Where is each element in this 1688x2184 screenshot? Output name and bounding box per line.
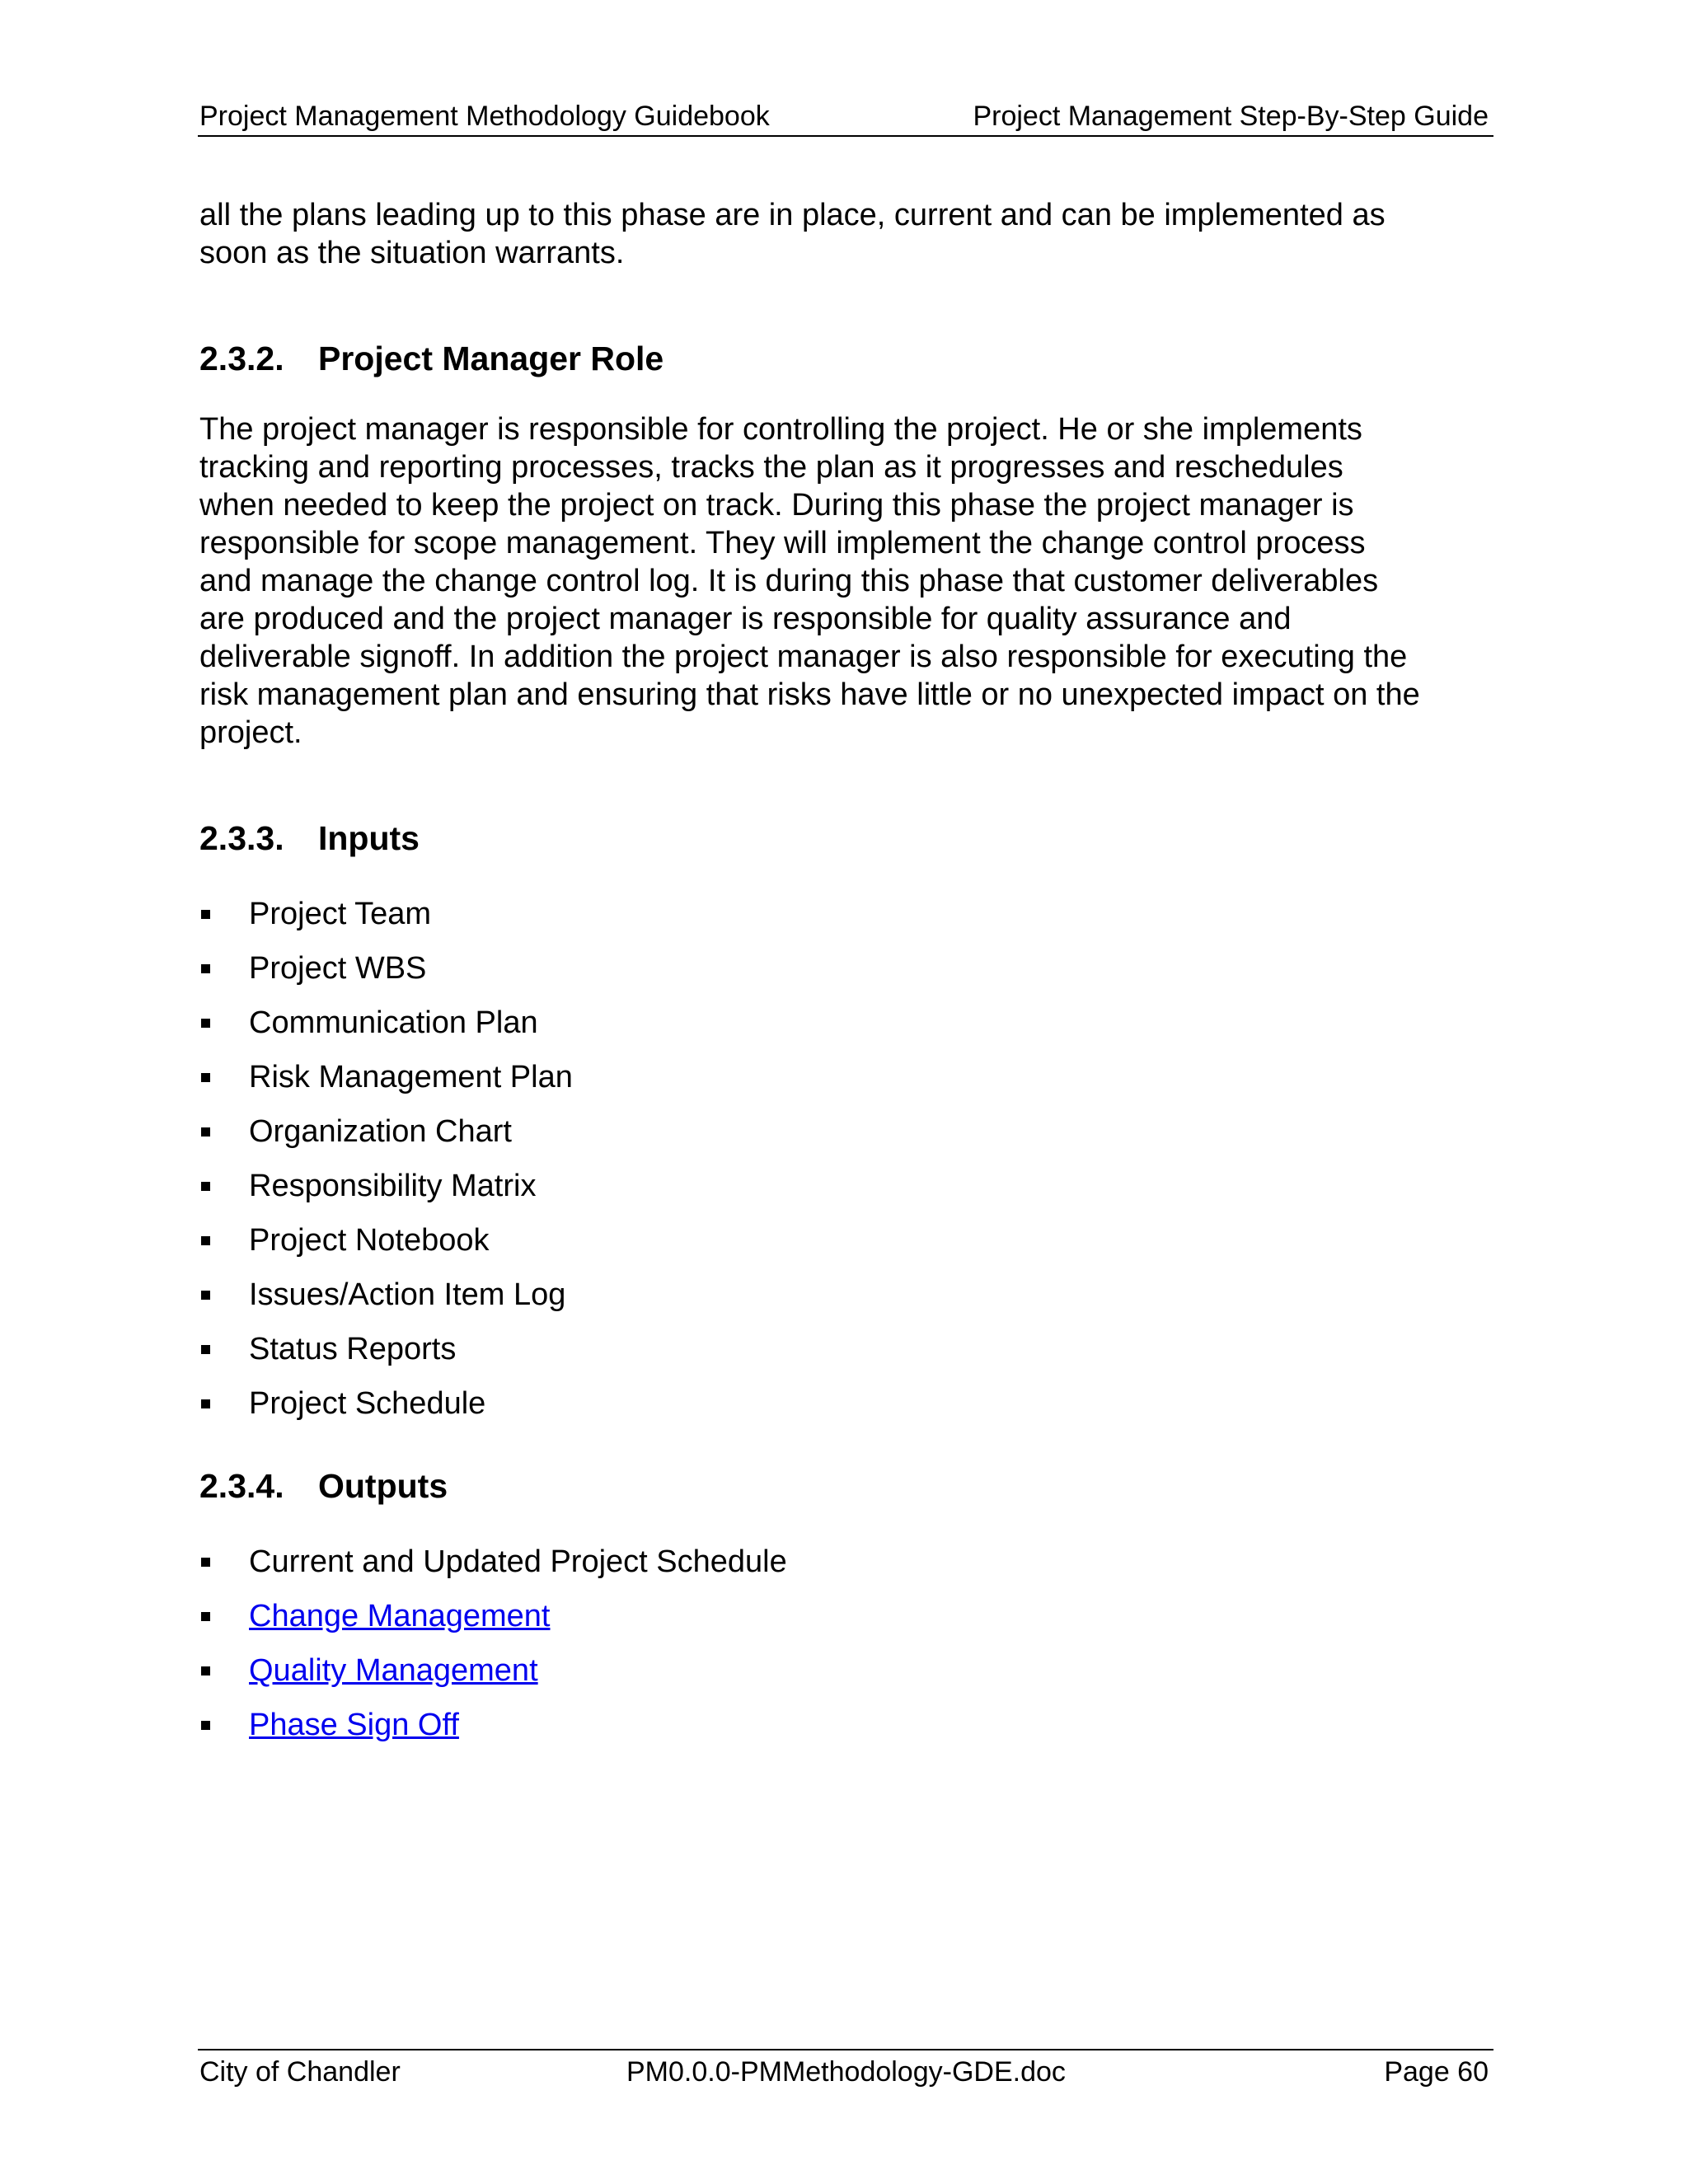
section-title: Outputs — [318, 1467, 448, 1505]
square-bullet-icon — [201, 964, 210, 973]
list-item — [199, 1213, 1502, 1268]
intro-line: all the plans leading up to this phase are in place, current and can be implemented as — [199, 198, 1386, 232]
list-item-label: Project Notebook — [249, 1223, 490, 1258]
list-item — [199, 996, 1502, 1050]
inputs-list — [199, 887, 1502, 1431]
list-item-label: Current and Updated Project Schedule — [249, 1544, 787, 1579]
intro-line: soon as the situation warrants. — [199, 236, 625, 270]
page-content — [199, 196, 1502, 1752]
list-item-label: Project WBS — [249, 951, 427, 986]
intro-paragraph — [199, 196, 1502, 272]
list-item-label: Communication Plan — [249, 1005, 538, 1040]
section-number: 2.3.4. — [199, 1467, 284, 1505]
list-item — [199, 1535, 1502, 1589]
list-item-label: Project Schedule — [249, 1386, 486, 1421]
paragraph-line: and manage the change control log. It is during this phase that customer deliverables — [199, 564, 1379, 598]
paragraph-line: tracking and reporting processes, tracks the plan as it progresses and reschedules — [199, 450, 1343, 485]
square-bullet-icon — [201, 1721, 210, 1730]
list-item-label: Issues/Action Item Log — [249, 1277, 566, 1312]
list-item — [199, 1643, 1502, 1698]
section-heading-project-manager-role — [199, 338, 1502, 379]
list-item — [199, 1376, 1502, 1431]
paragraph-line: when needed to keep the project on track. During this phase the project manager is — [199, 488, 1354, 523]
square-bullet-icon — [201, 1236, 210, 1245]
header-guide-title: Project Management Step-By-Step Guide — [973, 101, 1489, 132]
list-item-label: Responsibility Matrix — [249, 1169, 537, 1203]
square-bullet-icon — [201, 1345, 210, 1354]
list-item-label: Project Team — [249, 897, 432, 931]
section-title: Inputs — [318, 819, 420, 857]
project-manager-role-paragraph — [199, 410, 1502, 752]
paragraph-line: are produced and the project manager is responsible for quality assurance and — [199, 602, 1292, 636]
footer-page-number: Page 60 — [1384, 2056, 1489, 2088]
section-number: 2.3.3. — [199, 819, 284, 857]
footer-organization: City of Chandler — [199, 2056, 401, 2088]
section-heading-outputs — [199, 1465, 1502, 1507]
list-item — [199, 1268, 1502, 1322]
header-document-title: Project Management Methodology Guidebook — [199, 101, 770, 132]
section-title: Project Manager Role — [318, 340, 664, 377]
square-bullet-icon — [201, 1399, 210, 1408]
list-item — [199, 1159, 1502, 1213]
section-heading-inputs — [199, 818, 1502, 859]
change-management-link[interactable]: Change Management — [249, 1599, 551, 1633]
phase-sign-off-link[interactable]: Phase Sign Off — [249, 1708, 459, 1742]
square-bullet-icon — [201, 1019, 210, 1028]
square-bullet-icon — [201, 1182, 210, 1191]
section-number: 2.3.2. — [199, 340, 284, 377]
list-item-label: Risk Management Plan — [249, 1060, 573, 1094]
square-bullet-icon — [201, 1612, 210, 1621]
paragraph-line: responsible for scope management. They will implement the change control process — [199, 526, 1366, 560]
list-item — [199, 887, 1502, 941]
list-item — [199, 1104, 1502, 1159]
list-item-label: Organization Chart — [249, 1114, 512, 1149]
paragraph-line: deliverable signoff. In addition the project manager is also responsible for executing the — [199, 640, 1408, 674]
list-item — [199, 1698, 1502, 1752]
list-item — [199, 1589, 1502, 1643]
square-bullet-icon — [201, 1291, 210, 1300]
list-item-label: Status Reports — [249, 1332, 457, 1366]
list-item — [199, 1322, 1502, 1376]
page-footer — [198, 2049, 1493, 2090]
quality-management-link[interactable]: Quality Management — [249, 1653, 538, 1688]
list-item — [199, 941, 1502, 996]
list-item — [199, 1050, 1502, 1104]
square-bullet-icon — [201, 1127, 210, 1137]
square-bullet-icon — [201, 1666, 210, 1675]
square-bullet-icon — [201, 910, 210, 919]
outputs-list — [199, 1535, 1502, 1752]
square-bullet-icon — [201, 1073, 210, 1082]
footer-filename: PM0.0.0-PMMethodology-GDE.doc — [626, 2056, 1066, 2088]
paragraph-line: project. — [199, 715, 302, 750]
square-bullet-icon — [201, 1558, 210, 1567]
paragraph-line: The project manager is responsible for controlling the project. He or she implements — [199, 412, 1362, 447]
paragraph-line: risk management plan and ensuring that risks have little or no unexpected impact on the — [199, 677, 1420, 712]
page-header — [198, 97, 1493, 137]
